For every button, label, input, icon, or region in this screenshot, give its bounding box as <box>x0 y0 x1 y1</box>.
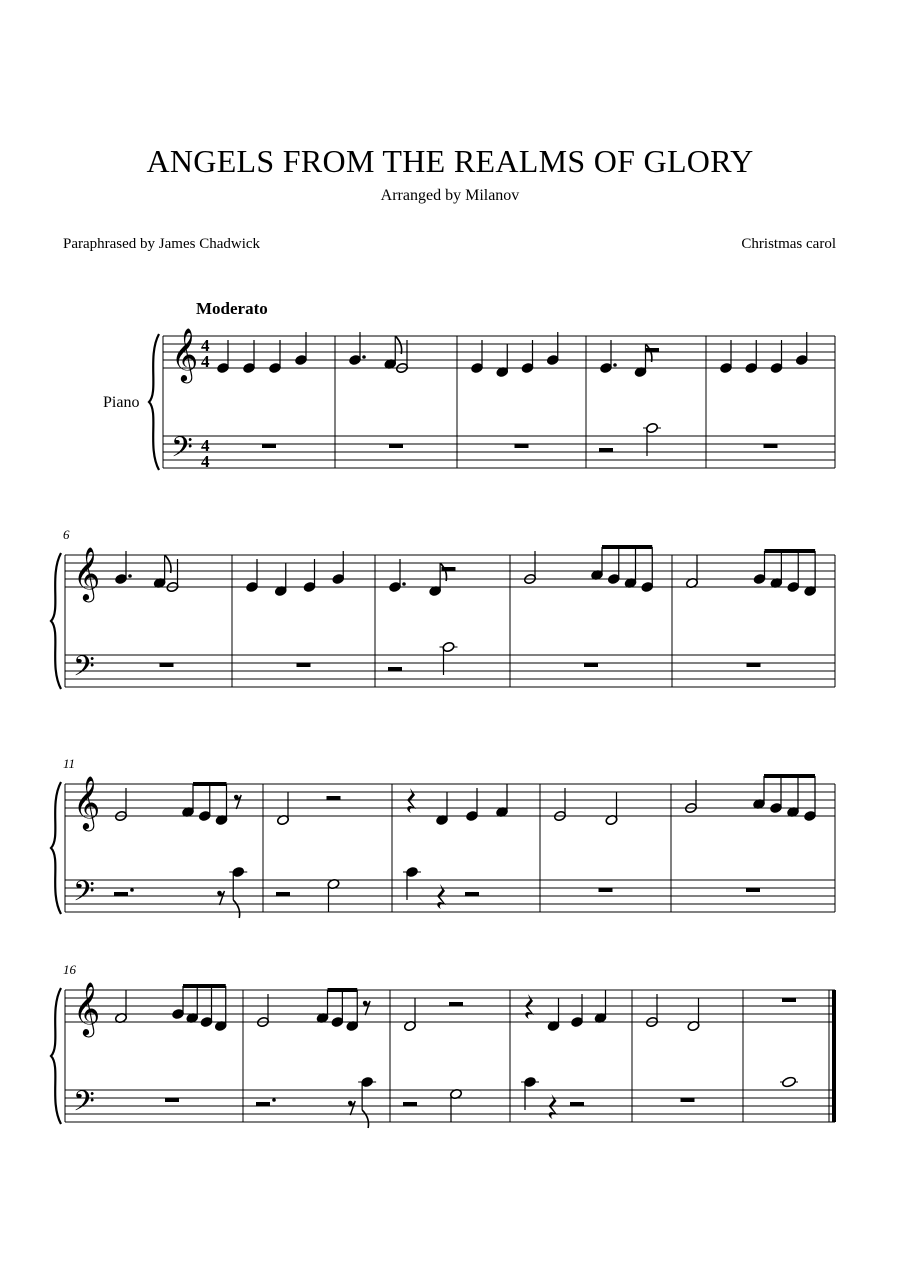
half-rest <box>114 892 128 896</box>
flag <box>646 344 652 362</box>
composer-credit: Christmas carol <box>741 236 836 252</box>
flag <box>165 555 171 573</box>
whole-rest <box>515 444 529 448</box>
half-rest <box>327 796 341 800</box>
whole-rest <box>747 663 761 667</box>
time-signature-top: 4 <box>201 336 210 355</box>
whole-rest <box>584 663 598 667</box>
brace <box>51 988 61 1124</box>
arranger-credit: Arranged by Milanov <box>380 187 520 204</box>
flag <box>440 563 446 581</box>
whole-rest <box>782 998 796 1002</box>
flag <box>233 900 239 918</box>
whole-rest <box>599 888 613 892</box>
whole-rest <box>165 1098 179 1102</box>
time-signature-bottom: 4 <box>201 452 210 471</box>
brace <box>51 782 61 914</box>
bass-clef: 𝄢 <box>73 875 95 915</box>
half-rest <box>570 1102 584 1106</box>
whole-rest <box>297 663 311 667</box>
half-rest <box>449 1002 463 1006</box>
time-signature-bottom: 4 <box>201 352 210 371</box>
half-rest <box>256 1102 270 1106</box>
bass-clef: 𝄢 <box>73 650 95 690</box>
tempo-marking: Moderato <box>196 299 268 318</box>
system <box>51 756 835 918</box>
whole-rest <box>160 663 174 667</box>
bass-clef: 𝄢 <box>73 1085 95 1125</box>
system <box>149 327 835 471</box>
measure-number: 6 <box>63 527 70 542</box>
treble-clef: 𝄞 <box>73 546 101 600</box>
score-title: ANGELS FROM THE REALMS OF GLORY <box>146 143 754 179</box>
half-rest <box>276 892 290 896</box>
whole-rest <box>764 444 778 448</box>
time-signature-top: 4 <box>201 436 210 455</box>
dot <box>613 363 617 367</box>
dot <box>130 888 134 892</box>
lyricist-credit: Paraphrased by James Chadwick <box>63 236 261 252</box>
system <box>51 527 835 690</box>
score-systems <box>51 327 835 1128</box>
flag <box>395 336 401 354</box>
half-rest <box>599 448 613 452</box>
whole-rest <box>262 444 276 448</box>
whole-rest <box>746 888 760 892</box>
system <box>51 962 834 1128</box>
instrument-name: Piano <box>103 394 140 411</box>
dot <box>362 355 366 359</box>
treble-clef: 𝄞 <box>73 981 101 1035</box>
whole-rest <box>681 1098 695 1102</box>
brace <box>51 553 61 689</box>
notehead <box>782 1076 797 1088</box>
treble-clef: 𝄞 <box>171 327 199 381</box>
half-rest <box>645 348 659 352</box>
brace <box>149 334 159 470</box>
dot <box>402 582 406 586</box>
bass-clef: 𝄢 <box>171 431 193 471</box>
treble-clef: 𝄞 <box>73 775 101 829</box>
whole-rest <box>389 444 403 448</box>
flag <box>362 1110 368 1128</box>
dot <box>272 1098 276 1102</box>
measure-number: 11 <box>63 756 76 771</box>
measure-number: 16 <box>63 962 76 977</box>
half-rest <box>403 1102 417 1106</box>
half-rest <box>388 667 402 671</box>
half-rest <box>465 892 479 896</box>
dot <box>128 574 132 578</box>
